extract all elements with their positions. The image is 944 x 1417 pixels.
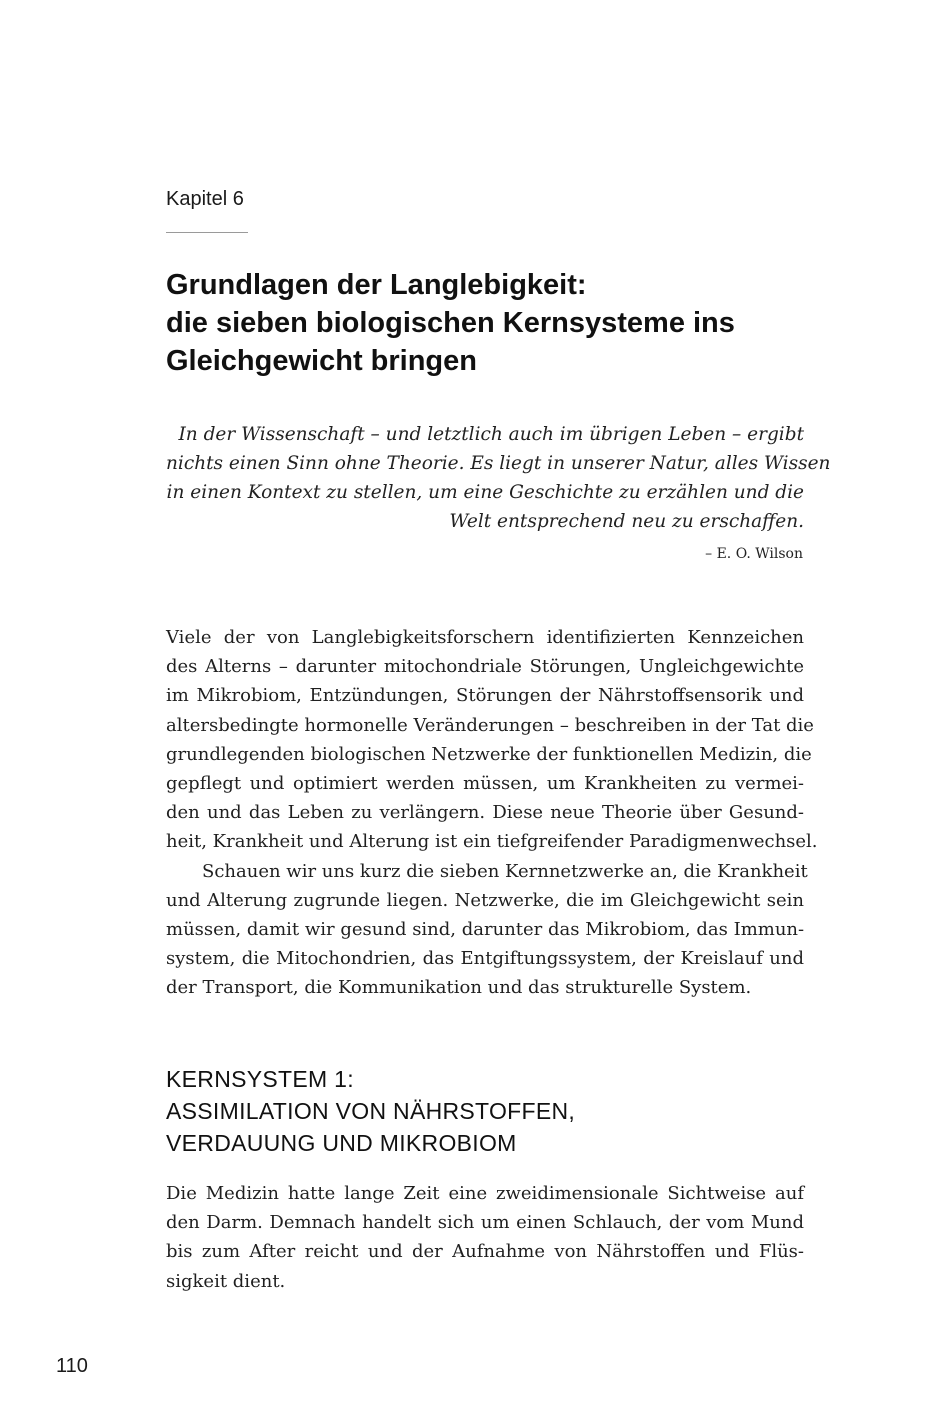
section-heading-line: ASSIMILATION VON NÄHRSTOFFEN, xyxy=(166,1098,576,1124)
section-heading-line: KERNSYSTEM 1: xyxy=(166,1066,354,1092)
paragraph-line: grundlegenden biologischen Netzwerke der funktionellen Medizin, die xyxy=(166,743,812,765)
chapter-title-line: Grundlagen der Langlebigkeit: xyxy=(166,269,587,301)
epigraph-attribution: – E. O. Wilson xyxy=(705,546,803,562)
paragraph-line: altersbedingte hormonelle Veränderungen – beschreiben in der Tat die xyxy=(166,714,814,736)
chapter-title xyxy=(166,266,846,380)
page-number: 110 xyxy=(56,1355,88,1377)
paragraph-line: gepflegt und optimiert werden müssen, um Krankheiten zu vermei- xyxy=(166,773,804,795)
paragraph-line: im Mikrobiom, Entzündungen, Störungen der Nährstoffsensorik und xyxy=(166,685,804,707)
body-paragraphs-intro xyxy=(166,623,818,1003)
epigraph-quote xyxy=(166,420,831,536)
paragraph-line: system, die Mitochondrien, das Entgiftungssystem, der Kreislauf und xyxy=(166,948,804,970)
paragraph-line: den und das Leben zu verlängern. Diese neue Theorie über Gesund- xyxy=(166,802,804,824)
chapter-divider xyxy=(166,232,248,233)
paragraph-line: des Alterns – darunter mitochondriale Störungen, Ungleichgewichte xyxy=(166,656,804,678)
epigraph-line: nichts einen Sinn ohne Theorie. Es liegt in unserer Natur, alles Wissen xyxy=(166,453,831,474)
chapter-title-line: die sieben biologischen Kernsysteme ins xyxy=(166,307,735,339)
paragraph-line: und Alterung zugrunde liegen. Netzwerke, die im Gleichgewicht sein xyxy=(166,889,804,911)
epigraph-line: in einen Kontext zu stellen, um eine Geschichte zu erzählen und die xyxy=(166,482,804,503)
paragraph-line: müssen, damit wir gesund sind, darunter das Mikrobiom, das Immun- xyxy=(166,919,805,941)
chapter-label: Kapitel 6 xyxy=(166,188,244,210)
paragraph-line: der Transport, die Kommunikation und das strukturelle System. xyxy=(166,977,752,999)
paragraph-line: Schauen wir uns kurz die sieben Kernnetzwerke an, die Krankheit xyxy=(202,860,808,882)
epigraph-line: In der Wissenschaft – und letztlich auch im übrigen Leben – ergibt xyxy=(178,424,804,445)
paragraph-line: den Darm. Demnach handelt sich um einen Schlauch, der vom Mund xyxy=(166,1212,804,1234)
paragraph-line: bis zum After reicht und der Aufnahme von Nährstoffen und Flüs- xyxy=(166,1241,804,1263)
section-heading-line: VERDAUUNG UND MIKROBIOM xyxy=(166,1130,517,1156)
paragraph-line: Die Medizin hatte lange Zeit eine zweidimensionale Sichtweise auf xyxy=(166,1183,804,1204)
section-heading xyxy=(166,1063,575,1159)
body-paragraph-section xyxy=(166,1179,804,1296)
paragraph-line: heit, Krankheit und Alterung ist ein tiefgreifender Paradigmenwechsel. xyxy=(166,831,818,853)
chapter-title-line: Gleichgewicht bringen xyxy=(166,345,477,377)
paragraph-line: Viele der von Langlebigkeitsforschern identifizierten Kennzeichen xyxy=(166,627,804,648)
epigraph-line: Welt entsprechend neu zu erschaffen. xyxy=(449,511,804,532)
paragraph-line: sigkeit dient. xyxy=(166,1270,286,1292)
